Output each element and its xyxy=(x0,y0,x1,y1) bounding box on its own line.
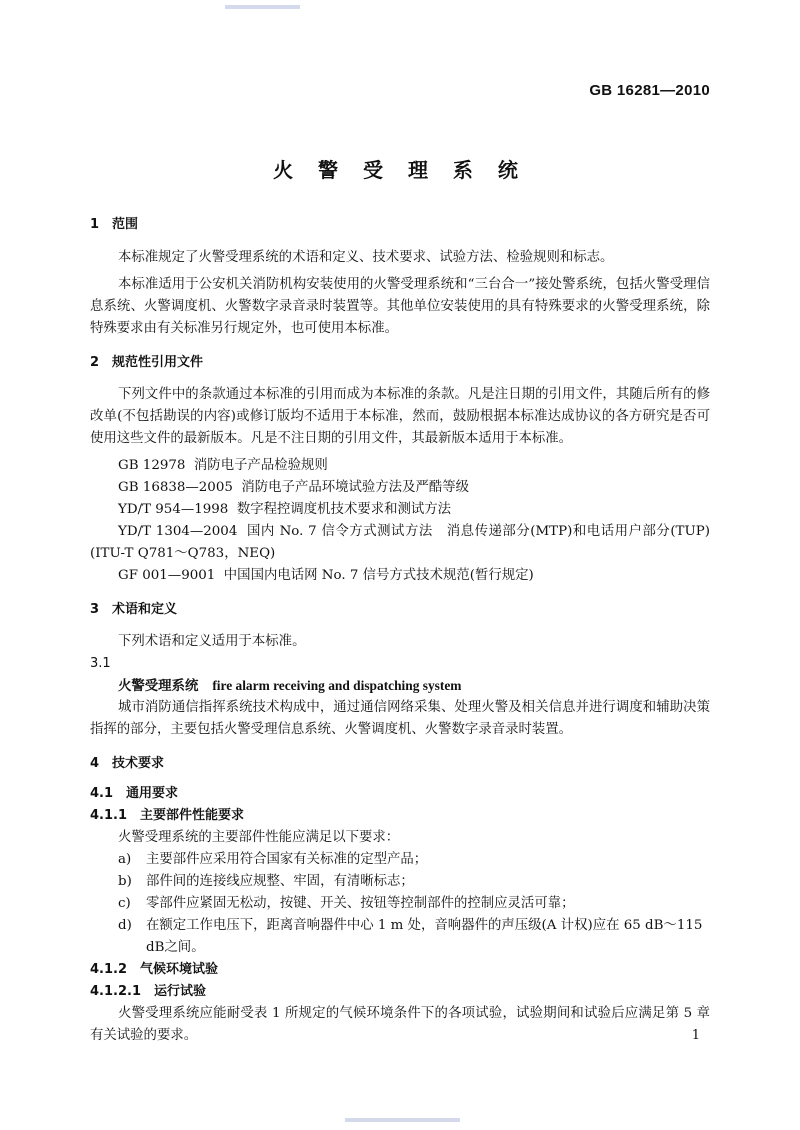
section-heading-4: 4 技术要求 xyxy=(90,756,165,771)
watermark-top xyxy=(225,5,300,9)
term-definition: 城市消防通信指挥系统技术构成中，通过通信网络采集、处理火警及相关信息并进行调度和辅助决策指挥的部分，主要包括火警受理信息系统、火警调度机、火警数字录音录时装置。 xyxy=(90,700,710,737)
reference-item: GF 001—9001 中国国内电话网 No. 7 信号方式技术规范(暂行规定) xyxy=(118,568,534,583)
document-body xyxy=(90,214,710,1047)
requirements-intro: 火警受理系统的主要部件性能应满足以下要求： xyxy=(118,830,400,845)
term-chinese: 火警受理系统 xyxy=(118,679,199,694)
normative-references-intro: 下列文件中的条款通过本标准的引用而成为本标准的条款。凡是注日期的引用文件，其随后所有的修改单(不包括勘误的内容)或修订版均不适用于本标准，然而，鼓励根据本标准达成协议的各方研究是否可使用这些文件的最新版本。凡是不注日期的引用文件，其最新版本适用于本标准。 xyxy=(90,387,710,446)
subsection-heading-4-1-2-1: 4.1.2.1 运行试验 xyxy=(90,984,207,999)
reference-item: GB 16838—2005 消防电子产品环境试验方法及严酷等级 xyxy=(118,480,470,495)
subsection-heading-4-1-1: 4.1.1 主要部件性能要求 xyxy=(90,808,245,823)
requirement-item: b) 部件间的连接线应规整、牢固，有清晰标志； xyxy=(118,874,414,889)
standard-code: GB 16281—2010 xyxy=(589,82,710,99)
requirement-item: a) 主要部件应采用符合国家有关标准的定型产品； xyxy=(118,852,428,867)
section-heading-2: 2 规范性引用文件 xyxy=(90,355,204,370)
scope-paragraph-2: 本标准适用于公安机关消防机构安装使用的火警受理系统和“三台合一”接处警系统，包括火警受理信息系统、火警调度机、火警数字录音录时装置等。其他单位安装使用的具有特殊要求的火警受理系统，除特殊要求由有关标准另行规定外，也可使用本标准。 xyxy=(90,277,710,336)
document-title: 火 警 受 理 系 统 xyxy=(273,158,527,182)
reference-item: GB 12978 消防电子产品检验规则 xyxy=(118,458,328,473)
page-number: 1 xyxy=(691,1028,700,1043)
watermark-bottom xyxy=(345,1118,460,1122)
subsection-heading-4-1: 4.1 通用要求 xyxy=(90,786,179,801)
reference-item: YD/T 1304—2004 国内 No. 7 信令方式测试方法 消息传递部分(MTP)和电话用户部分(TUP)(ITU-T Q781～Q783，NEQ) xyxy=(90,524,710,561)
section-heading-1: 1 范围 xyxy=(90,217,139,232)
term-english: fire alarm receiving and dispatching system xyxy=(212,678,462,693)
section-heading-3: 3 术语和定义 xyxy=(90,602,178,617)
reference-item: YD/T 954—1998 数字程控调度机技术要求和测试方法 xyxy=(118,502,452,517)
term-number: 3.1 xyxy=(90,656,111,671)
requirement-item: d) 在额定工作电压下，距离音响器件中心 1 m 处，音响器件的声压级(A 计权)应在 65 dB～115 dB之间。 xyxy=(118,918,703,955)
requirement-item: c) 零部件应紧固无松动，按键、开关、按钮等控制部件的控制应灵活可靠； xyxy=(118,896,575,911)
operation-test-paragraph: 火警受理系统应能耐受表 1 所规定的气候环境条件下的各项试验，试验期间和试验后应满足第 5 章有关试验的要求。 xyxy=(90,1006,710,1043)
scope-paragraph-1: 本标准规定了火警受理系统的术语和定义、技术要求、试验方法、检验规则和标志。 xyxy=(118,250,614,265)
term-entry xyxy=(90,675,710,697)
terms-intro: 下列术语和定义适用于本标准。 xyxy=(118,634,306,649)
subsection-heading-4-1-2: 4.1.2 气候环境试验 xyxy=(90,962,219,977)
